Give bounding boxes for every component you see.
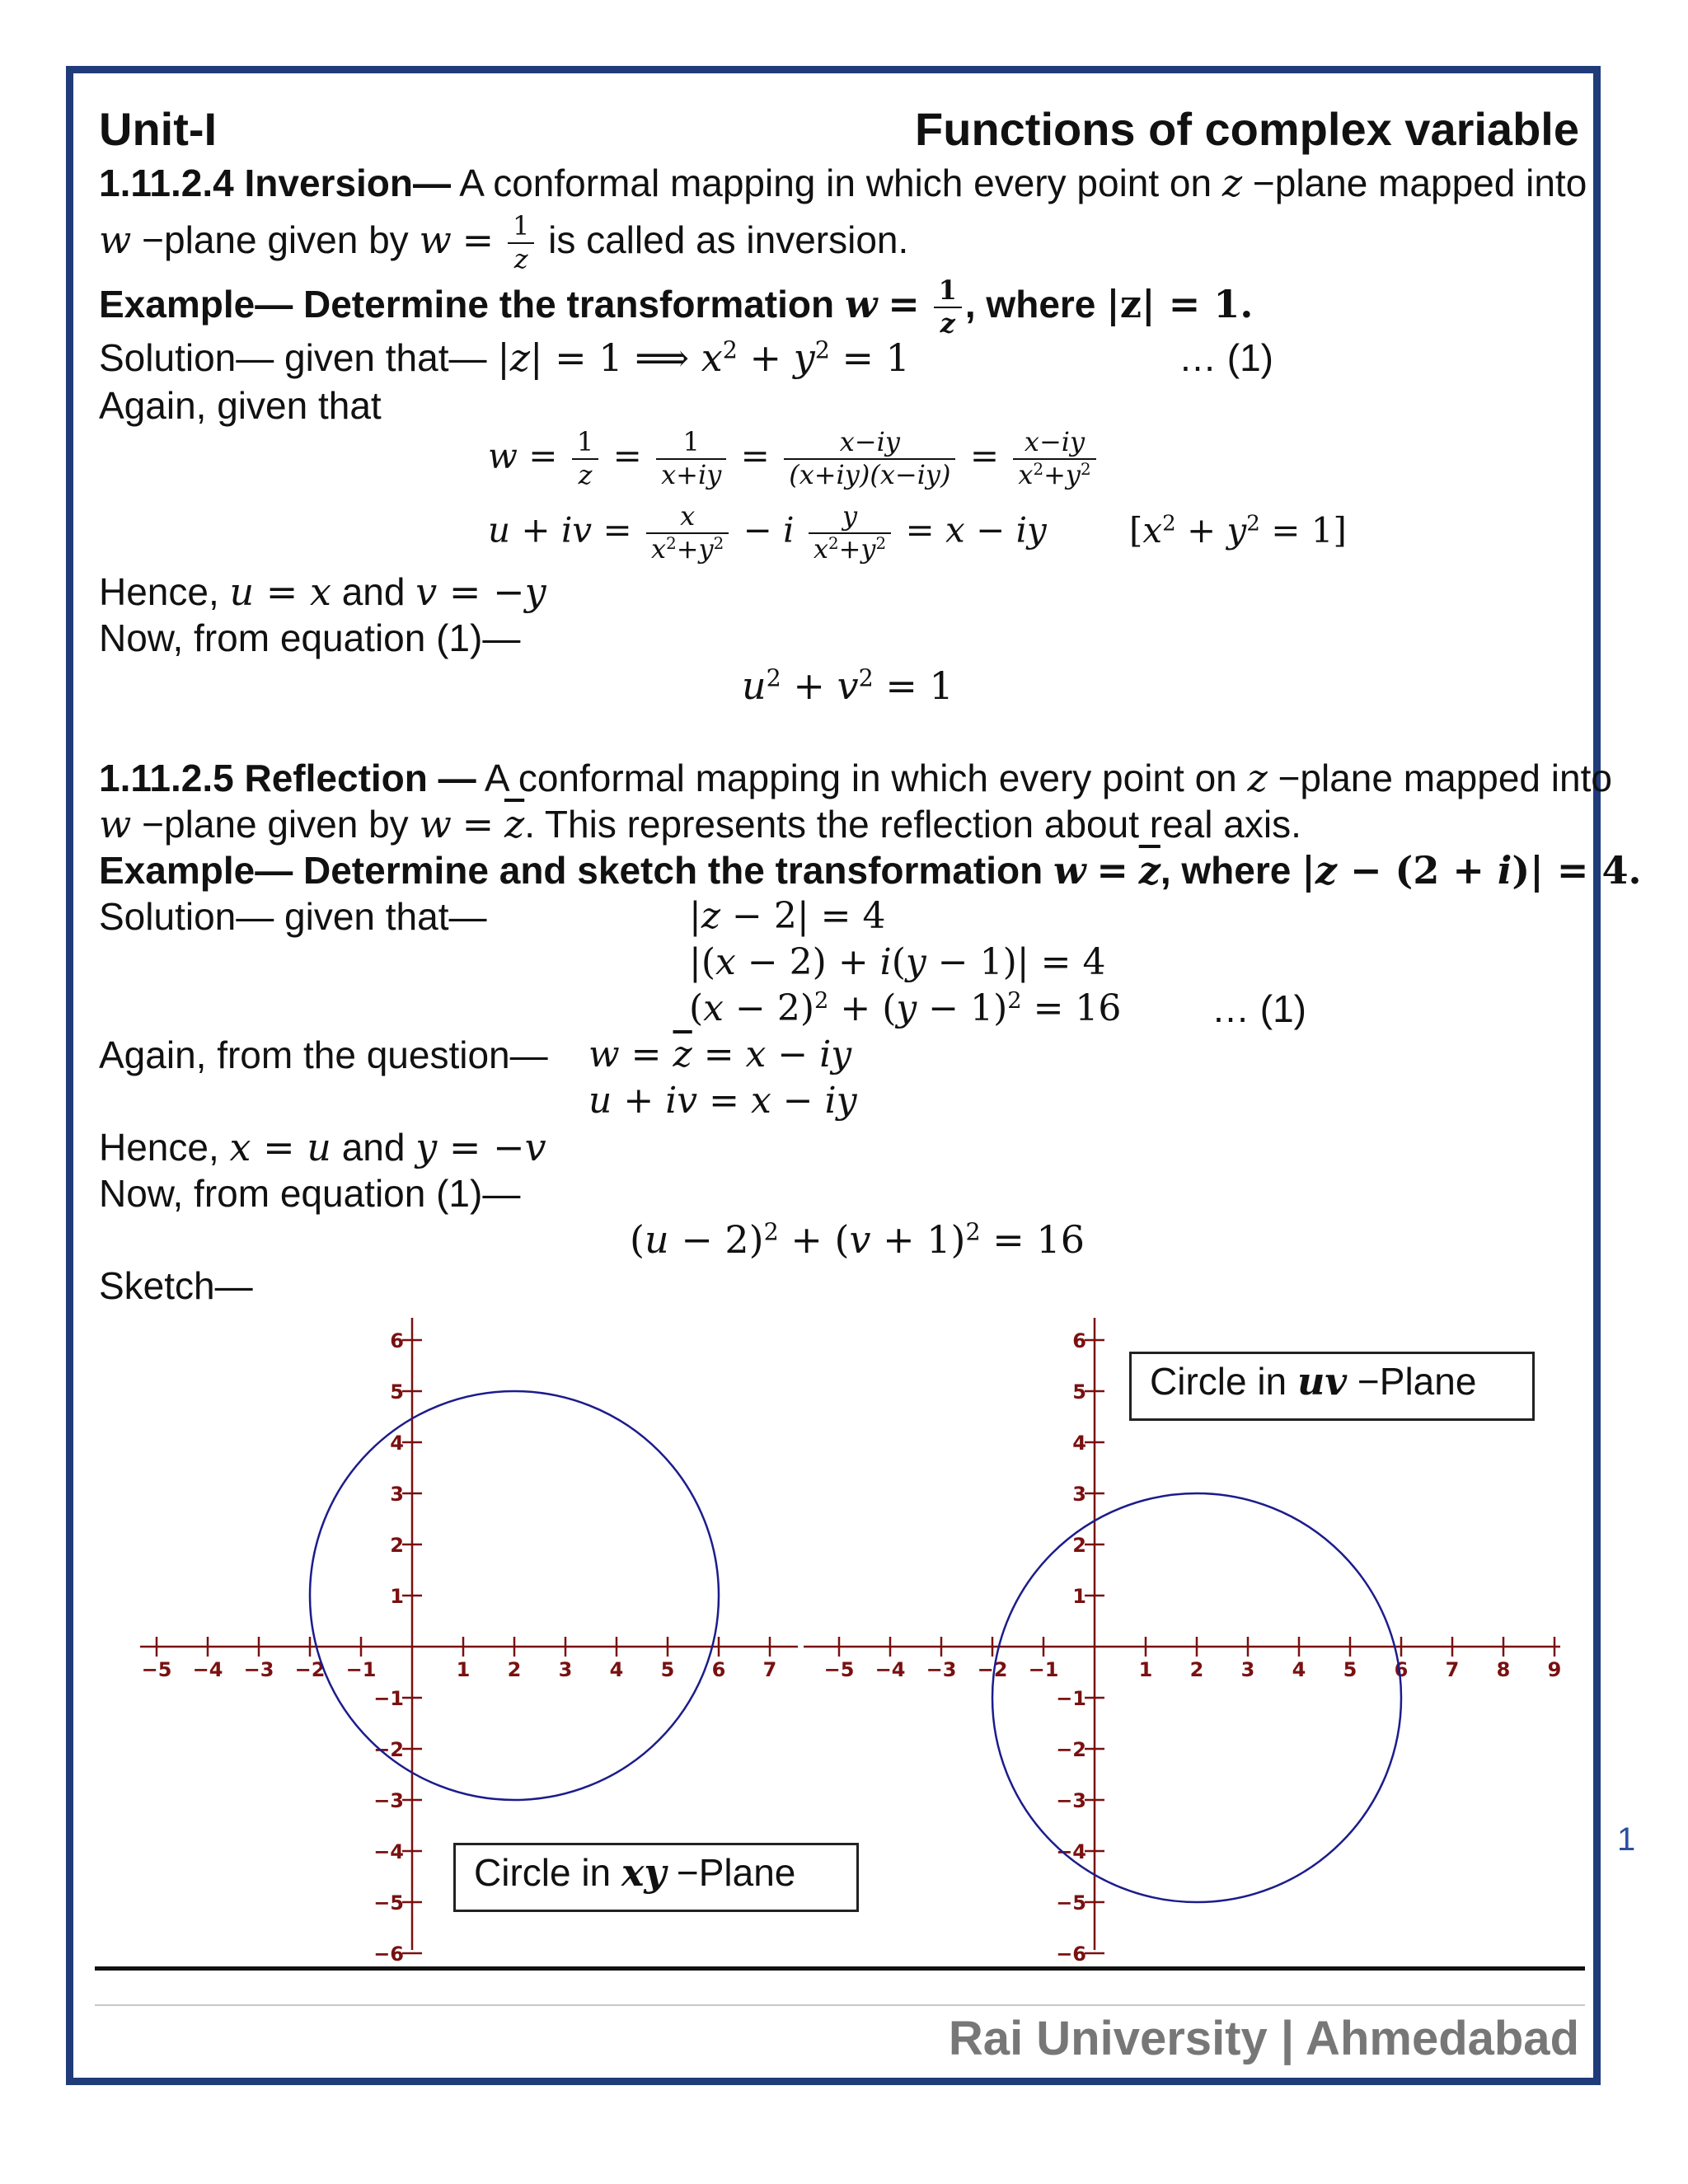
uv-x-tick-label: 4	[1292, 1658, 1306, 1681]
reflection-eq-e: u + iv = x − iy	[588, 1080, 857, 1122]
reflection-eq-ref: … (1)	[1212, 987, 1306, 1030]
reflection-result: $(u - 2)^2 + (v + 1)^2 = 16$	[630, 1217, 1085, 1262]
footer-university: Rai University | Ahmedabad	[948, 2012, 1579, 2065]
inversion-example-where: , where	[964, 282, 1096, 326]
reflection-heading: 1.11.2.5 Reflection —	[99, 757, 476, 799]
xy-y-tick-label: −5	[373, 1891, 404, 1915]
footer-rule-light	[95, 2004, 1585, 2006]
xy-x-tick-label: 4	[609, 1658, 624, 1681]
inversion-example: Example— Determine the transformation w = $\frac{1}{z}$ , where |z| = 1.	[99, 274, 1254, 339]
xy-y-tick-label: 3	[390, 1483, 404, 1506]
uv-y-tick-label: 3	[1072, 1483, 1086, 1506]
legend-xy-label: Circle in	[474, 1851, 612, 1894]
xy-x-tick-label: −3	[243, 1658, 274, 1681]
reflection-example-text: Example— Determine and sketch the transformation	[99, 849, 1043, 892]
xy-y-tick-label: 5	[390, 1380, 404, 1404]
inversion-line-1: 1.11.2.4 Inversion— A conformal mapping in which every point on z −plane mapped into	[99, 161, 1587, 205]
reflection-line-1: 1.11.2.5 Reflection — A conformal mapping in which every point on z −plane mapped into	[99, 756, 1612, 800]
reflection-example: Example— Determine and sketch the transformation $w = \overline{z}$, where |z − (2 + i)| = 4.	[99, 848, 1642, 893]
xy-y-tick-label: −6	[373, 1943, 404, 1966]
xy-x-tick-label: 2	[507, 1658, 522, 1681]
uv-x-tick-label: −5	[823, 1658, 855, 1681]
uv-y-tick-label: 6	[1072, 1329, 1086, 1352]
uv-y-tick-label: 5	[1072, 1380, 1086, 1404]
uv-x-tick-label: 9	[1547, 1658, 1562, 1681]
reflection-eq-c: $(x - 2)^2 + (y - 1)^2 = 16$	[689, 987, 1122, 1029]
uv-x-tick-label: 3	[1240, 1658, 1255, 1681]
footer-rule-dark	[95, 1966, 1585, 1971]
uv-y-tick-label: 1	[1072, 1585, 1086, 1608]
legend-xy-var: xy	[621, 1850, 667, 1895]
uv-x-tick-label: 8	[1496, 1658, 1511, 1681]
reflection-eq-a: |z − 2| = 4	[689, 895, 886, 937]
uv-x-tick-label: 1	[1138, 1658, 1153, 1681]
uv-x-tick-label: 2	[1189, 1658, 1204, 1681]
inversion-again: Again, given that	[99, 384, 382, 427]
inversion-result: $u^2 + v^2 = 1$	[742, 663, 954, 708]
legend-xy-suffix: −Plane	[676, 1851, 796, 1894]
inversion-line-2: w −plane given by w = $\frac{1}{z}$ is called as inversion.	[99, 210, 909, 274]
uv-y-tick-label: −3	[1056, 1789, 1086, 1812]
xy-y-tick-label: 6	[390, 1329, 404, 1352]
inversion-heading: 1.11.2.4 Inversion—	[99, 162, 452, 204]
xy-y-tick-label: 4	[390, 1432, 404, 1455]
inversion-derivation-1: w = $\frac{1}{z}$ = $\frac{1}{x+iy}$ = $\frac{x-iy}{(x+iy)(x-iy)}$ = $\frac{x-iy}{x^2+y^2}$	[488, 429, 1100, 489]
xy-x-tick-label: 5	[660, 1658, 675, 1681]
xy-x-tick-label: 3	[558, 1658, 573, 1681]
legend-uv-label: Circle in	[1150, 1360, 1287, 1403]
reflection-again: Again, from the question—	[99, 1033, 548, 1076]
sketch-label: Sketch—	[99, 1264, 253, 1307]
inversion-hence-and: and	[341, 570, 406, 613]
uv-y-tick-label: −5	[1056, 1891, 1086, 1915]
xy-x-tick-label: 1	[456, 1658, 471, 1681]
inversion-derivation-2: u + iv = $\frac{x}{x^2+y^2}$ − i $\frac{y}{x^2+y^2}$ = x − iy	[488, 500, 1047, 565]
inversion-text-1: A conformal mapping in which every point on	[459, 162, 1212, 204]
xy-x-tick-label: −4	[192, 1658, 223, 1681]
uv-x-tick-label: 5	[1343, 1658, 1357, 1681]
reflection-hence: Hence, x = u and y = −v	[99, 1125, 546, 1169]
xy-x-tick-label: −2	[294, 1658, 326, 1681]
xy-y-tick-label: −2	[373, 1738, 404, 1761]
page-number: 1	[1617, 1821, 1636, 1858]
reflection-now: Now, from equation (1)—	[99, 1172, 521, 1215]
reflection-line-2: w −plane given by $w = \overline{z}$. This represents the reflection about real axis.	[99, 802, 1301, 846]
inversion-bracket: $[x^2 + y^2 = 1]$	[1129, 510, 1347, 551]
uv-x-tick-label: 6	[1394, 1658, 1409, 1681]
reflection-w-plane: −plane given by	[142, 803, 409, 846]
inversion-hence: Hence, u = x and v = −y	[99, 569, 546, 614]
unit-label: Unit-I	[99, 103, 218, 155]
inversion-z-plane: −plane mapped into	[1252, 162, 1587, 204]
xy-x-tick-label: 6	[711, 1658, 726, 1681]
xy-y-tick-label: −1	[373, 1687, 404, 1710]
inversion-hence-prefix: Hence,	[99, 570, 219, 613]
xy-y-tick-label: −4	[373, 1840, 404, 1863]
reflection-tail: . This represents the reflection about real axis.	[524, 803, 1301, 846]
legend-uv-plane	[1129, 1352, 1535, 1421]
legend-uv-var: uv	[1296, 1359, 1348, 1404]
inversion-solution: Solution— given that— |z| = 1 ⟹ $x^2 + y^2 = 1$	[99, 335, 910, 380]
reflection-solution-label: Solution— given that—	[99, 895, 487, 938]
reflection-z-plane: −plane mapped into	[1278, 757, 1612, 799]
uv-y-tick-label: −4	[1056, 1840, 1086, 1863]
uv-x-tick-label: −2	[977, 1658, 1008, 1681]
inversion-example-text: Example— Determine the transformation	[99, 282, 835, 326]
xy-y-tick-label: 2	[390, 1534, 404, 1557]
reflection-eq-b: |(x − 2) + i(y − 1)| = 4	[689, 941, 1106, 983]
legend-uv-suffix: −Plane	[1357, 1360, 1477, 1403]
legend-xy-plane	[453, 1843, 859, 1912]
uv-x-tick-label: 7	[1445, 1658, 1460, 1681]
uv-x-tick-label: −1	[1028, 1658, 1059, 1681]
inversion-solution-label: Solution— given that—	[99, 336, 487, 379]
reflection-hence-prefix: Hence,	[99, 1126, 219, 1169]
uv-y-tick-label: −1	[1056, 1687, 1086, 1710]
reflection-hence-and: and	[341, 1126, 406, 1169]
uv-circle	[992, 1493, 1401, 1902]
inversion-w-plane: −plane given by	[142, 218, 409, 261]
reflection-eq-d: $w = \overline{z} = x$ − iy	[588, 1033, 852, 1076]
uv-y-tick-label: 2	[1072, 1534, 1086, 1557]
inversion-example-tail: |z| = 1.	[1106, 281, 1254, 326]
xy-circle	[310, 1391, 719, 1800]
uv-x-tick-label: −3	[926, 1658, 957, 1681]
inversion-tail: is called as inversion.	[548, 218, 909, 261]
xy-x-tick-label: 7	[762, 1658, 777, 1681]
reflection-example-where: , where	[1160, 849, 1292, 892]
xy-y-tick-label: 1	[390, 1585, 404, 1608]
inversion-eq-ref: … (1)	[1179, 336, 1273, 379]
xy-x-tick-label: −1	[345, 1658, 377, 1681]
uv-y-tick-label: 4	[1072, 1432, 1086, 1455]
uv-y-tick-label: −2	[1056, 1738, 1086, 1761]
inversion-now: Now, from equation (1)—	[99, 616, 521, 659]
subject-title: Functions of complex variable	[915, 103, 1579, 155]
xy-x-tick-label: −5	[141, 1658, 172, 1681]
uv-x-tick-label: −4	[874, 1658, 906, 1681]
xy-y-tick-label: −3	[373, 1789, 404, 1812]
reflection-text-1: A conformal mapping in which every point on	[484, 757, 1237, 799]
uv-y-tick-label: −6	[1056, 1943, 1086, 1966]
